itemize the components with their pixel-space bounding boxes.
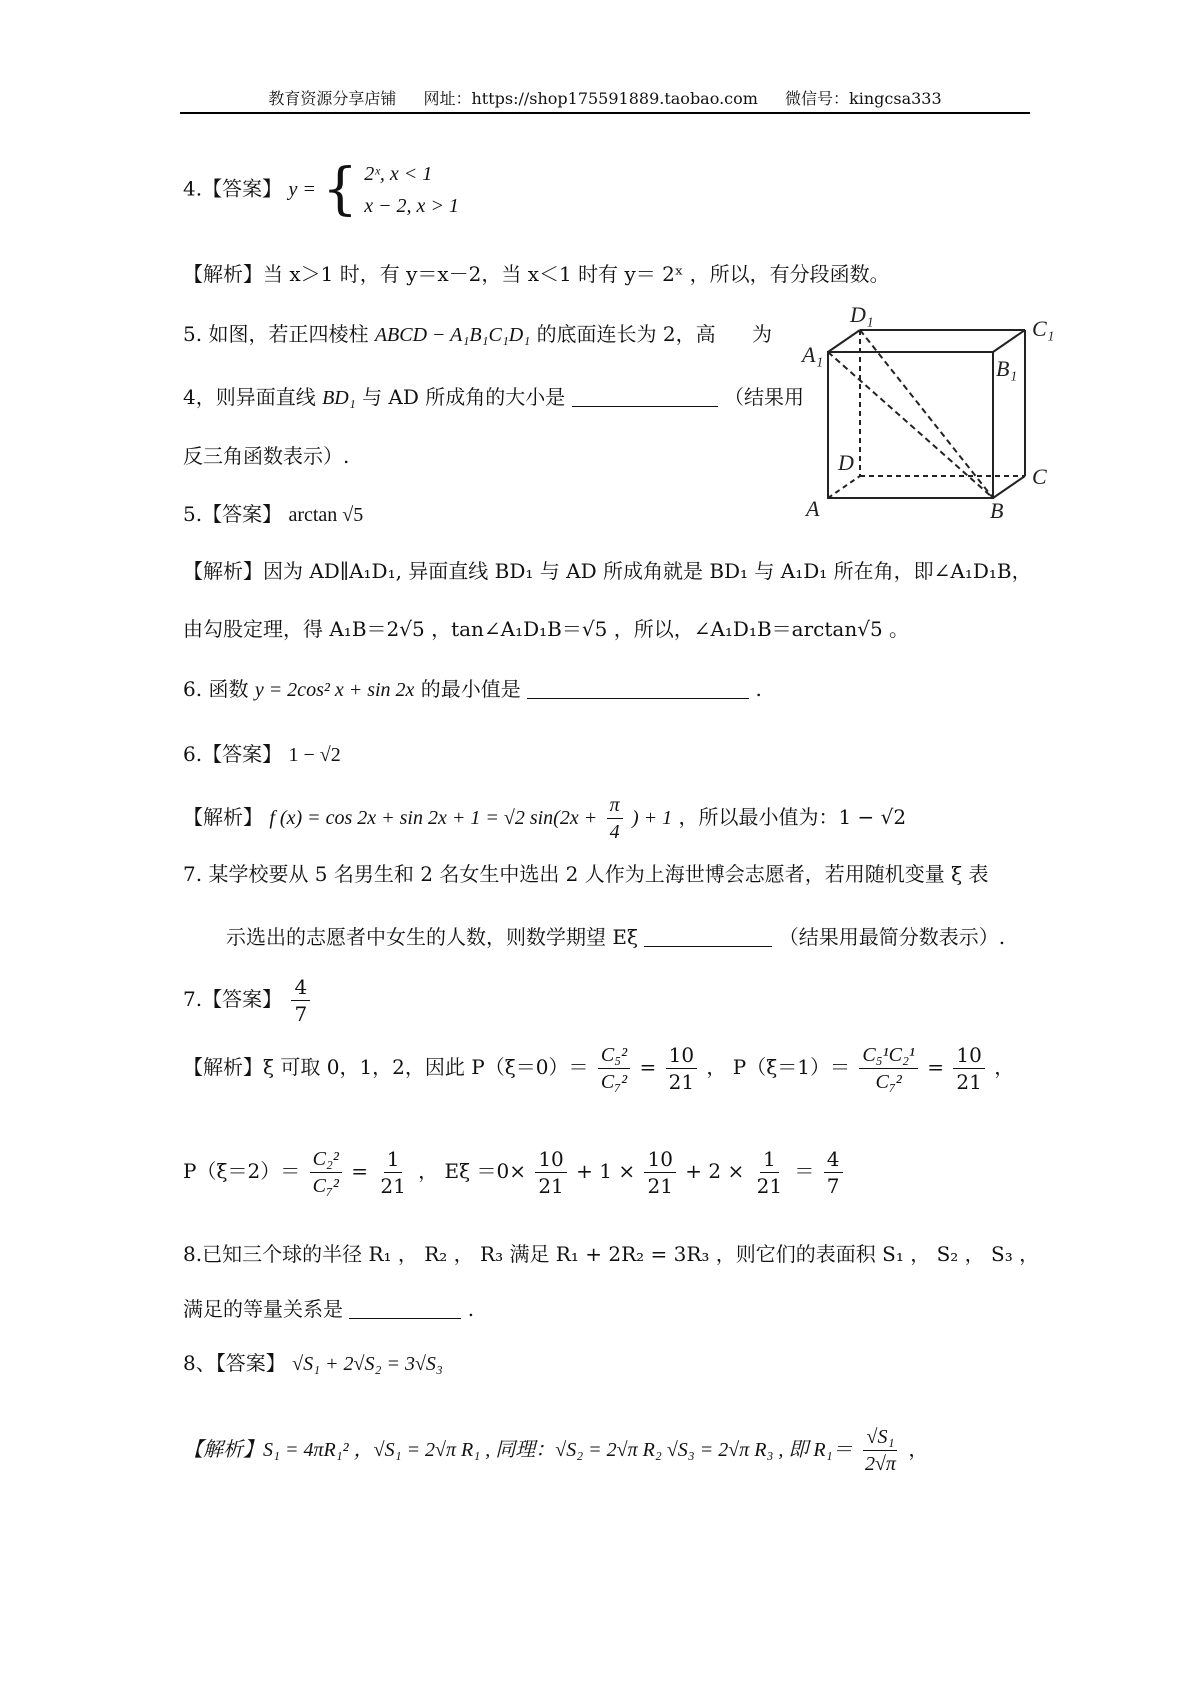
prism-figure	[802, 300, 1060, 530]
q7-line-2	[226, 926, 1005, 949]
q4-brace: {	[322, 157, 358, 222]
q7-exp1-f1d: C₇²	[600, 1071, 628, 1093]
q8-text-b: .	[467, 1297, 475, 1321]
q8-exp-fraction	[862, 1426, 899, 1475]
q7-exp1-c: ，	[994, 1055, 1015, 1079]
q7-exp2-b: ， Eξ ＝0×	[418, 1159, 526, 1183]
q7-answer-den: 7	[294, 1002, 308, 1026]
q4-cases	[364, 158, 459, 222]
q5-answer-label: 5.【答案】	[183, 502, 283, 526]
q6-question	[183, 678, 762, 702]
q7-exp2-e: ＝	[794, 1159, 815, 1183]
q7-exp1-frac3	[859, 1044, 918, 1093]
q7-exp1-b: ， P（ξ＝1）＝	[706, 1055, 850, 1079]
q7-exp1-f3n: C₅¹C₂¹	[859, 1044, 918, 1069]
q7-exp2-f3n: 10	[535, 1148, 566, 1173]
q7-exp2-frac6	[824, 1148, 843, 1197]
q7-exp2-frac4	[644, 1148, 675, 1197]
q4-explanation: 【解析】当 x＞1 时，有 y＝x－2，当 x＜1 时有 y＝ 2ˣ ，所以，有分段函数。	[183, 262, 890, 286]
q6-exp-label: 【解析】	[183, 805, 263, 829]
q7-explanation-1	[183, 1044, 1014, 1093]
q7-exp1-f2n: 10	[666, 1044, 697, 1069]
q8-answer-blank	[349, 1300, 461, 1319]
q7-explanation-2	[183, 1148, 846, 1197]
q6-text-b: 的最小值是	[420, 677, 521, 701]
q8-exp-num: √S₁	[863, 1426, 897, 1451]
header-shop: 教育资源分享店铺	[268, 89, 397, 108]
edge-a1d1	[828, 330, 860, 352]
q7-exp2-f5n: 1	[760, 1148, 779, 1173]
q4-case-1: 2ˣ, x < 1	[364, 163, 433, 185]
q7-exp2-f3d: 21	[538, 1174, 564, 1198]
q5-prism: ABCD − A₁B₁C₁D₁	[374, 324, 531, 346]
q7-exp2-f2n: 1	[384, 1148, 403, 1173]
q5-bd1: BD₁	[322, 387, 356, 409]
q5-answer	[183, 503, 363, 527]
q7-answer-num: 4	[291, 976, 310, 1001]
edge-bc	[993, 476, 1025, 498]
label-a: A	[806, 496, 820, 521]
q7-exp1-frac2	[666, 1044, 697, 1093]
edge-b1c1	[993, 330, 1025, 352]
q7-exp2-d: + 2 ×	[685, 1159, 745, 1183]
q5-answer-value: arctan √5	[288, 504, 364, 526]
q6-text-a: 6. 函数	[183, 677, 249, 701]
q5-line-1	[183, 323, 772, 347]
q5-text-b: 的底面连长为 2，高	[536, 322, 716, 346]
q7-answer	[183, 976, 313, 1025]
q7-exp2-f6d: 7	[826, 1174, 840, 1198]
q8-exp-end: ，	[908, 1437, 929, 1461]
q7-exp2-f1n: C₂²	[310, 1148, 342, 1173]
q7-answer-blank	[644, 928, 772, 947]
q8-text-a: 满足的等量关系是	[183, 1297, 343, 1321]
q5-answer-blank	[572, 388, 718, 407]
q8-line-1: 8.已知三个球的半径 R₁ ， R₂ ， R₃ 满足 R₁ + 2R₂ = 3R₃ ，则它们的表面积 S₁ ， S₂ ， S₃ ，	[183, 1242, 1040, 1266]
q6-answer-value: 1 − √2	[288, 744, 341, 766]
q6-explanation	[183, 794, 906, 843]
q6-exp-four: 4	[609, 821, 620, 843]
q7-answer-label: 7.【答案】	[183, 987, 283, 1011]
q7-exp2-f4n: 10	[644, 1148, 675, 1173]
q7-exp2-f1d: C₇²	[312, 1175, 339, 1197]
q7-text-a: 示选出的志愿者中女生的人数，则数学期望 Eξ	[226, 925, 638, 949]
label-c1: C₁	[1032, 316, 1055, 341]
q7-exp1-a: 【解析】ξ 可取 0，1，2，因此 P（ξ＝0）＝	[183, 1055, 589, 1079]
q7-exp1-eq2: =	[927, 1055, 945, 1079]
q5-text-e: 与 AD 所成角的大小是	[362, 385, 566, 409]
q6-text-end: .	[755, 677, 762, 701]
q4-answer-lhs: y =	[288, 178, 316, 201]
label-b: B	[990, 498, 1004, 523]
q5-text-f: （结果用	[724, 385, 804, 409]
q4-answer-label: 4.【答案】	[183, 176, 283, 201]
q6-exp-lhs: f (x) = cos 2x + sin 2x + 1 = √2 sin(2x +	[269, 807, 598, 829]
q7-exp1-f4n: 10	[953, 1044, 984, 1069]
q5-text-a: 5. 如图，若正四棱柱	[183, 322, 369, 346]
q6-answer	[183, 743, 341, 767]
q4-answer	[183, 158, 459, 222]
q7-exp2-frac1	[310, 1148, 342, 1197]
label-b1: B₁	[996, 356, 1018, 381]
q5-text-c: 为	[752, 322, 773, 346]
q8-exp-a: 【解析】S₁ = 4πR₁² ，√S₁ = 2√π R₁ , 同理：√S₂ = 2√π R₂ √S₃ = 2√π R₃ , 即 R₁＝	[183, 1439, 853, 1461]
q7-exp1-frac4	[953, 1044, 984, 1093]
q8-line-2	[183, 1298, 474, 1321]
q7-exp1-frac1	[598, 1044, 630, 1093]
q7-exp2-frac2	[377, 1148, 408, 1197]
q6-answer-blank	[527, 680, 749, 699]
q7-exp1-f4d: 21	[956, 1070, 982, 1094]
q7-exp1-f1n: C₅²	[598, 1044, 630, 1069]
label-d1: D₁	[850, 302, 874, 327]
q7-exp2-a: P（ξ＝2）＝	[183, 1159, 301, 1183]
label-d: D	[838, 450, 854, 475]
page-header	[180, 86, 1030, 112]
q5-explanation-1: 【解析】因为 AD∥A₁D₁, 异面直线 BD₁ 与 AD 所成角就是 BD₁ 与 A₁D₁ 所在角，即∠A₁D₁B，	[183, 559, 1032, 583]
q7-line-1: 7. 某学校要从 5 名男生和 2 名女生中选出 2 人作为上海世博会志愿者，若用随机变量 ξ 表	[183, 862, 989, 886]
q7-exp2-f5d: 21	[756, 1174, 783, 1198]
q7-exp2-f2d: 21	[380, 1174, 406, 1198]
q7-text-b: （结果用最简分数表示）.	[778, 925, 1006, 949]
q7-exp1-f3d: C₇²	[875, 1071, 902, 1093]
q8-exp-den: 2√π	[864, 1453, 896, 1475]
q5-text-d: 4，则异面直线	[183, 385, 316, 409]
q5-explanation-2: 由勾股定理，得 A₁B＝2√5 ，tan∠A₁D₁B＝√5 ，所以，∠A₁D₁B＝arctan√5 。	[183, 617, 910, 641]
q7-exp2-c: + 1 ×	[576, 1159, 636, 1183]
q6-exp-fraction	[607, 794, 623, 843]
q7-answer-fraction	[291, 976, 310, 1025]
q6-exp-pi: π	[607, 794, 623, 819]
header-wechat: 微信号：kingcsa333	[785, 89, 942, 108]
header-site: 网址：https://shop175591889.taobao.com	[423, 89, 758, 108]
q7-exp1-f2d: 21	[668, 1070, 695, 1094]
q5-line-3: 反三角函数表示）.	[183, 444, 350, 468]
q8-answer-value: √S₁ + 2√S₂ = 3√S₃	[292, 1353, 443, 1375]
q7-exp2-f4d: 21	[647, 1174, 673, 1198]
label-a1: A₁	[802, 342, 824, 367]
q7-exp1-eq1: =	[639, 1055, 657, 1079]
q6-exp-tail: ，所以最小值为：1 − √2	[678, 805, 907, 829]
q5-line-2	[183, 386, 804, 410]
q7-exp2-frac5	[754, 1148, 785, 1197]
q4-case-2: x − 2, x > 1	[364, 195, 459, 217]
q7-exp2-frac3	[535, 1148, 566, 1197]
header-rule	[180, 112, 1030, 114]
edge-ad	[828, 476, 860, 498]
q6-answer-label: 6.【答案】	[183, 742, 283, 766]
q8-answer	[183, 1352, 443, 1376]
q6-expression: y = 2cos² x + sin 2x	[254, 679, 415, 701]
q6-exp-rhs: ) + 1	[631, 807, 673, 829]
q7-exp2-eq1: =	[351, 1159, 368, 1183]
q7-exp2-f6n: 4	[824, 1148, 843, 1173]
diagonal-bd1	[860, 330, 993, 498]
q8-answer-label: 8、【答案】	[183, 1351, 286, 1375]
q8-explanation	[183, 1426, 928, 1475]
label-c: C	[1032, 464, 1047, 489]
